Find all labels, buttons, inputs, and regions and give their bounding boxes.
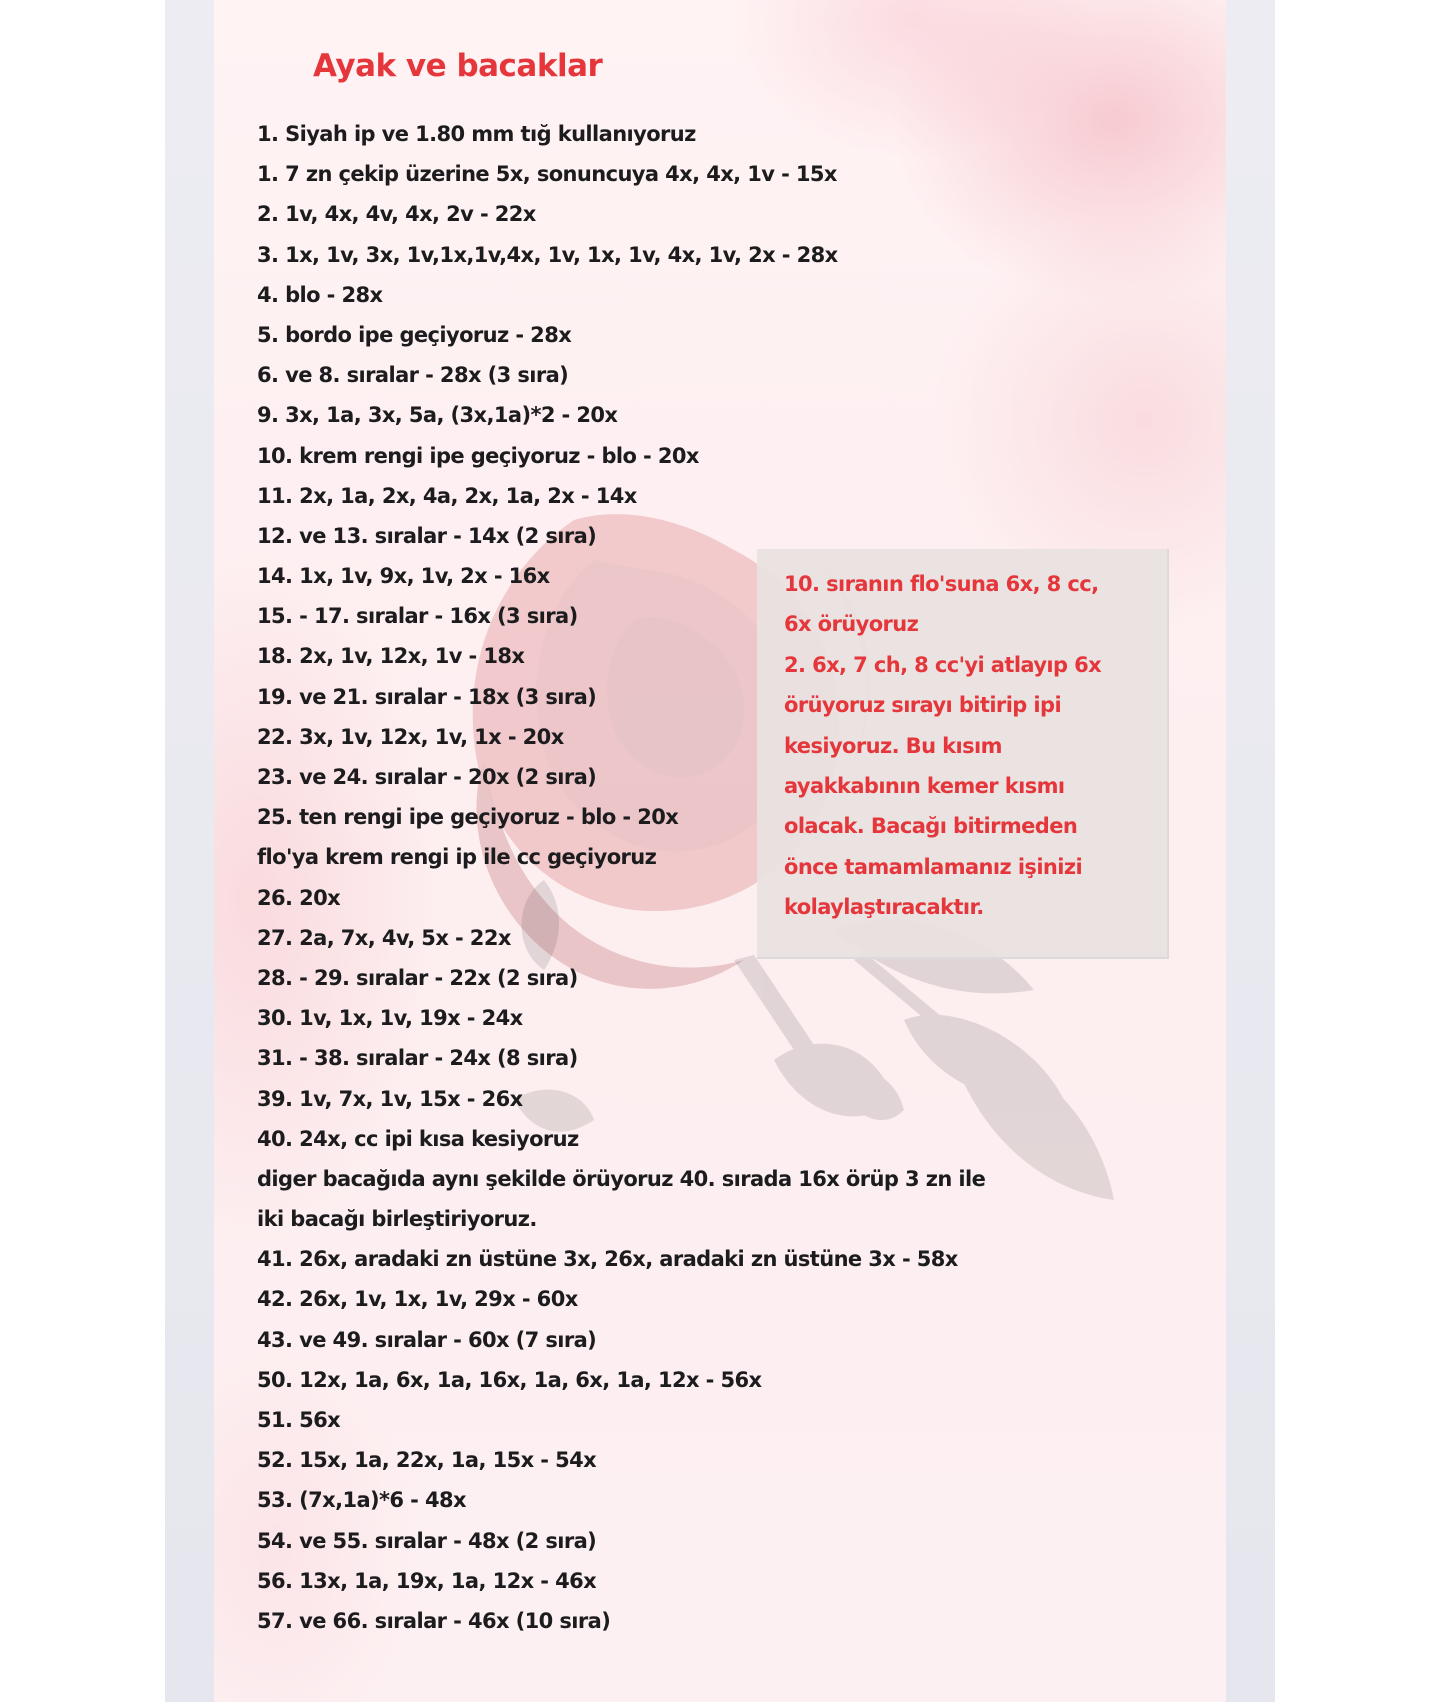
instruction-line: 23. ve 24. sıralar - 20x (2 sıra) <box>257 765 597 789</box>
page-title: Ayak ve bacaklar <box>313 48 603 84</box>
note-line: 6x örüyoruz <box>784 612 919 637</box>
note-line: 10. sıranın flo'suna 6x, 8 cc, <box>784 572 1099 596</box>
note-line: ayakkabının kemer kısmı <box>784 773 1065 798</box>
instruction-line: 27. 2a, 7x, 4v, 5x - 22x <box>257 925 511 950</box>
instruction-line: 18. 2x, 1v, 12x, 1v - 18x <box>257 644 525 669</box>
instruction-line: 54. ve 55. sıralar - 48x (2 sıra) <box>257 1528 597 1553</box>
note-line: kesiyoruz. Bu kısım <box>784 733 1002 758</box>
note-lines <box>757 549 1167 928</box>
instruction-line: 39. 1v, 7x, 1v, 15x - 26x <box>257 1086 523 1111</box>
instruction-line: 14. 1x, 1v, 9x, 1v, 2x - 16x <box>257 564 550 589</box>
instruction-line: 1. Siyah ip ve 1.80 mm tığ kullanıyoruz <box>257 122 696 146</box>
note-line: örüyoruz sırayı bitirip ipi <box>784 693 1062 718</box>
instruction-line: 40. 24x, cc ipi kısa kesiyoruz <box>257 1126 579 1151</box>
note-line: 2. 6x, 7 ch, 8 cc'yi atlayıp 6x <box>784 652 1102 677</box>
note-box <box>757 549 1169 959</box>
recipe-page <box>214 0 1226 1702</box>
instruction-line: 5. bordo ipe geçiyoruz - 28x <box>257 322 572 347</box>
instruction-line: 25. ten rengi ipe geçiyoruz - blo - 20x <box>257 805 679 830</box>
note-line: olacak. Bacağı bitirmeden <box>784 814 1078 839</box>
instruction-line: iki bacağı birleştiriyoruz. <box>257 1207 537 1232</box>
instruction-line: 11. 2x, 1a, 2x, 4a, 2x, 1a, 2x - 14x <box>257 483 637 508</box>
instruction-line: 31. - 38. sıralar - 24x (8 sıra) <box>257 1046 578 1071</box>
instruction-line: 9. 3x, 1a, 3x, 5a, (3x,1a)*2 - 20x <box>257 403 618 428</box>
instruction-line: 30. 1v, 1x, 1v, 19x - 24x <box>257 1006 523 1031</box>
instruction-line: 51. 56x <box>257 1408 341 1432</box>
instruction-line: 1. 7 zn çekip üzerine 5x, sonuncuya 4x, 4x, 1v - 15x <box>257 162 837 187</box>
instruction-line: 26. 20x <box>257 885 341 910</box>
instruction-line: 52. 15x, 1a, 22x, 1a, 15x - 54x <box>257 1448 597 1473</box>
instruction-line: 28. - 29. sıralar - 22x (2 sıra) <box>257 965 578 990</box>
instruction-line: flo'ya krem rengi ip ile cc geçiyoruz <box>257 845 657 870</box>
instruction-line: 57. ve 66. sıralar - 46x (10 sıra) <box>257 1608 611 1633</box>
note-line: kolaylaştıracaktır. <box>784 895 984 920</box>
instruction-line: 41. 26x, aradaki zn üstüne 3x, 26x, aradaki zn üstüne 3x - 58x <box>257 1247 958 1272</box>
instruction-line: 22. 3x, 1v, 12x, 1v, 1x - 20x <box>257 724 564 749</box>
instruction-line: 10. krem rengi ipe geçiyoruz - blo - 20x <box>257 443 699 468</box>
instruction-line: 12. ve 13. sıralar - 14x (2 sıra) <box>257 523 597 548</box>
instruction-line: 3. 1x, 1v, 3x, 1v,1x,1v,4x, 1v, 1x, 1v, 4x, 1v, 2x - 28x <box>257 242 838 267</box>
instruction-line: 19. ve 21. sıralar - 18x (3 sıra) <box>257 684 597 709</box>
instruction-line: 15. - 17. sıralar - 16x (3 sıra) <box>257 604 578 629</box>
instruction-line: 2. 1v, 4x, 4v, 4x, 2v - 22x <box>257 202 536 227</box>
instruction-line: 43. ve 49. sıralar - 60x (7 sıra) <box>257 1327 597 1352</box>
instruction-line: 4. blo - 28x <box>257 282 383 307</box>
instruction-line: 56. 13x, 1a, 19x, 1a, 12x - 46x <box>257 1568 597 1593</box>
instruction-line: 42. 26x, 1v, 1x, 1v, 29x - 60x <box>257 1287 578 1312</box>
instruction-line: 6. ve 8. sıralar - 28x (3 sıra) <box>257 363 569 388</box>
note-line: önce tamamlamanız işinizi <box>784 854 1083 879</box>
instruction-line: 50. 12x, 1a, 6x, 1a, 16x, 1a, 6x, 1a, 12x - 56x <box>257 1367 762 1392</box>
instruction-line: diger bacağıda aynı şekilde örüyoruz 40. sırada 16x örüp 3 zn ile <box>257 1166 986 1191</box>
instruction-line: 53. (7x,1a)*6 - 48x <box>257 1488 466 1513</box>
